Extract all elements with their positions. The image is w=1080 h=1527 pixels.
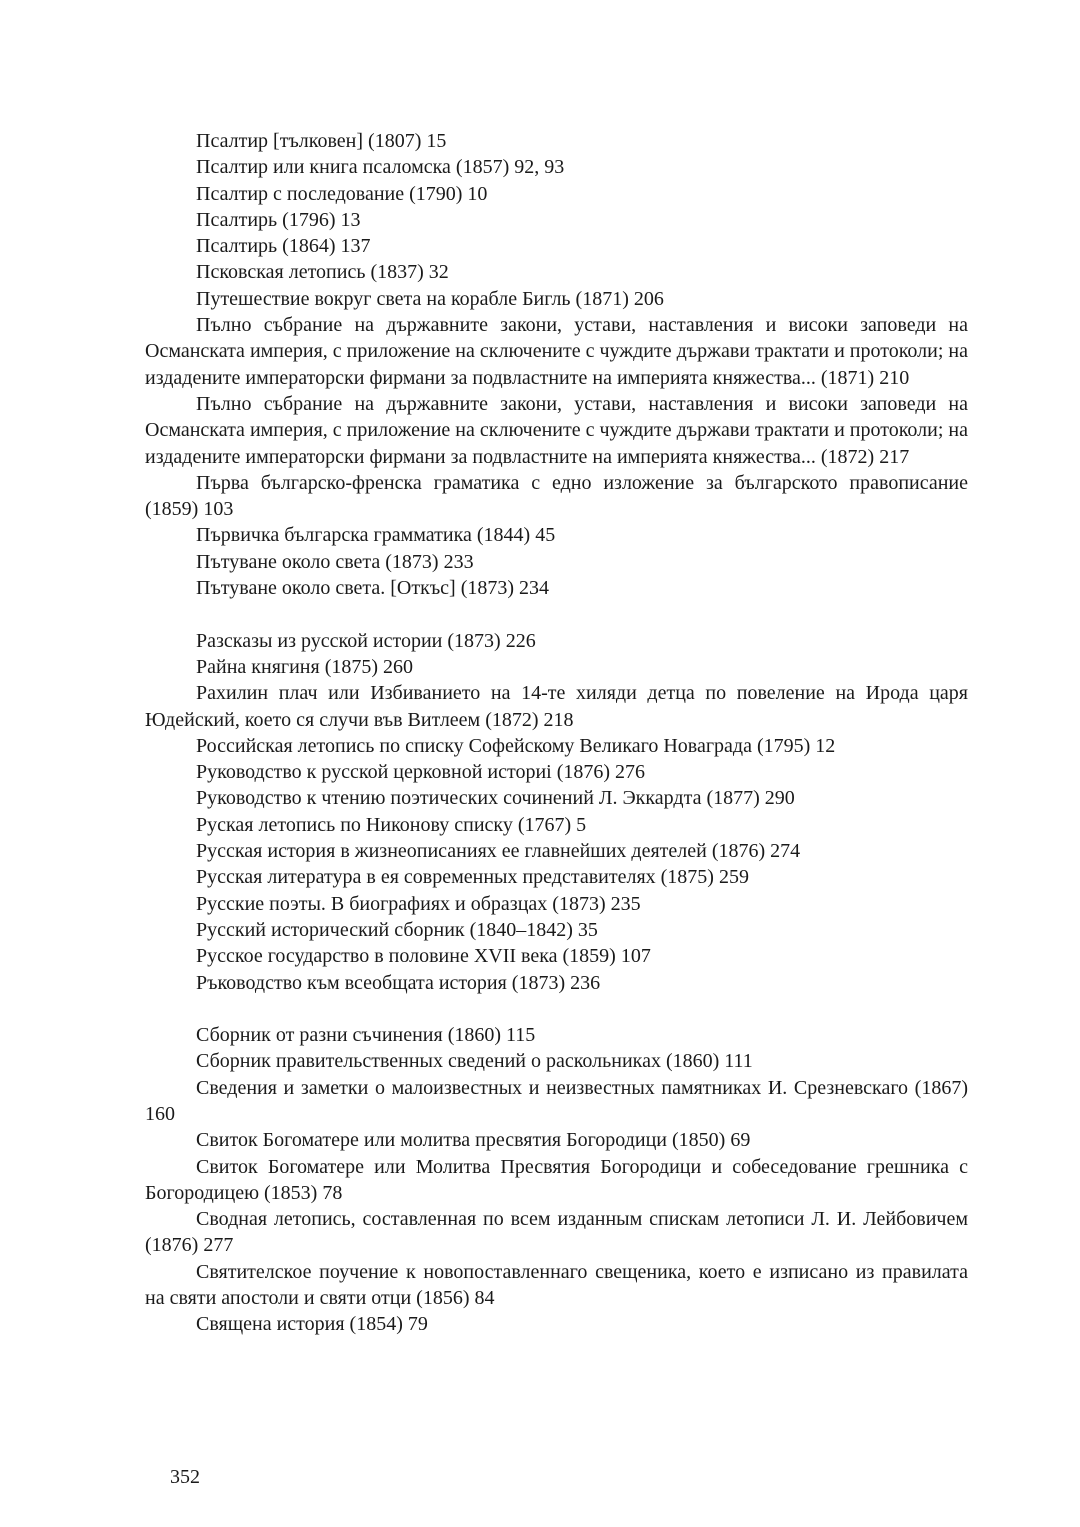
index-entry: Свиток Богоматере или Молитва Пресвятия Богородици и собеседование грешника с Богородицею (1853) 78 [145,1155,968,1204]
index-entry: Псалтир [тълковен] (1807) 15 [196,130,447,152]
index-entry: Райна княгиня (1875) 260 [196,655,414,678]
index-entry: Русская история в жизнеописаниях ее главнейших деятелей (1876) 274 [196,840,801,863]
page-number: 352 [170,1466,200,1488]
index-entry: Псалтир с последование (1790) 10 [196,182,488,205]
index-entry: Разсказы из русской истории (1873) 226 [196,629,536,652]
index-entry: Псалтирь (1864) 137 [196,235,371,258]
index-entry: Русская литература в ея современных представителях (1875) 259 [196,866,749,889]
index-entry: Руководство к русской церковной историi (1876) 276 [196,761,646,784]
index-entry: Псковская летопись (1837) 32 [196,261,449,284]
index-page-body [145,128,968,1338]
index-entry: Святителское поучение к новопоставленнаго свещеника, което е изписано из правилата на святи апостоли и святи отци (1856) 84 [145,1260,968,1310]
index-entry: Руководство к чтению поэтических сочинений Л. Эккардта (1877) 290 [196,787,795,810]
index-group-pe [145,128,968,601]
index-entry: Путешествие вокруг света на корабле Бигль (1871) 206 [196,287,664,310]
index-entry: Първа българско-френска граматика с едно изложение за българското правописание (1859) 103 [145,471,968,521]
index-entry: Сборник от разни съчинения (1860) 115 [196,1024,536,1047]
index-entry: Русское государство в половине XVII века (1859) 107 [196,945,651,968]
index-entry: Сборник правительственных сведений о раскольниках (1860) 111 [196,1050,753,1073]
index-entry: Сводная летопись, составленная по всем изданным спискам летописи Л. И. Лейбовичем (1876) 277 [145,1208,968,1257]
group-separator [145,996,968,1022]
index-entry: Псалтирь (1796) 13 [196,208,361,231]
index-entry: Пълно събрание на държавните закони, устави, наставления и високи заповеди на Османската империя, с приложение на сключените с чуждите държави трактати и протоколи; на издадените императорски фирмани за подвластните на империята княжества... (1871) 210 [145,314,968,389]
index-entry: Руская летопись по Никонову списку (1767) 5 [196,813,587,836]
index-entry: Ръководство към всеобщата история (1873) 236 [196,971,601,994]
group-separator [145,601,968,627]
index-entry: Сведения и заметки о малоизвестных и неизвестных памятниках И. Срезневскаго (1867) 160 [145,1076,968,1125]
index-entry: Първичка българска грамматика (1844) 45 [196,524,556,547]
index-entry: Русские поэты. В биографиях и образцах (1873) 235 [196,892,641,915]
index-entry: Пълно събрание на държавните закони, устави, наставления и високи заповеди на Османската империя, с приложение на сключените с чуждите държави трактати и протоколи; на издадените императорски фирмани за подвластните на империята княжества... (1872) 217 [145,392,968,468]
index-group-es [145,1022,968,1338]
index-entry: Священа история (1854) 79 [196,1313,428,1336]
index-entry: Рахилин плач или Избиванието на 14-те хиляди детца по повеление на Ирода царя Юдейский, което ся случи във Витлеем (1872) 218 [145,682,968,731]
index-group-er [145,628,968,996]
index-entry: Российская летопись по списку Софейскому Великаго Новаграда (1795) 12 [196,734,836,757]
index-entry: Пътуване около света. [Откъс] (1873) 234 [196,577,550,600]
index-entry: Свиток Богоматере или молитва пресвятия Богородици (1850) 69 [196,1129,751,1152]
index-entry: Пътуване около света (1873) 233 [196,550,474,573]
index-entry: Псалтир или книга псаломска (1857) 92, 93 [196,156,565,179]
index-entry: Русский исторический сборник (1840–1842) 35 [196,918,598,941]
